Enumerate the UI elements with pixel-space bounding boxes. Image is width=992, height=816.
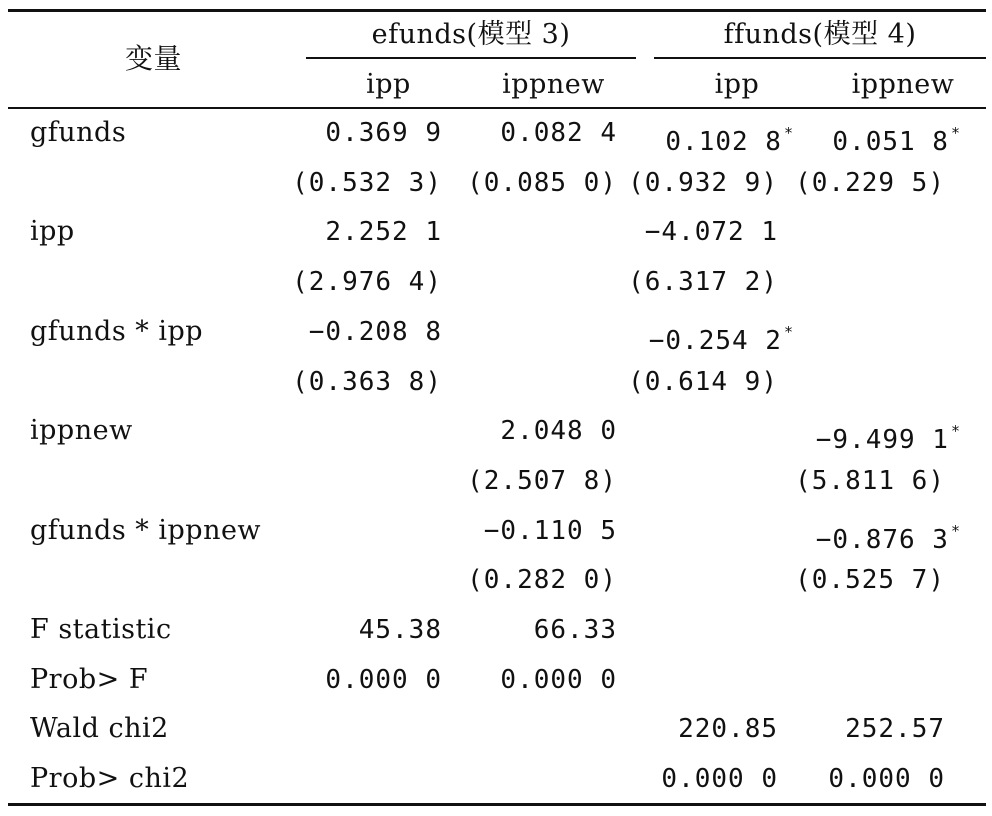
subheader-cell: ippnew — [851, 69, 955, 100]
bottom-rule — [8, 803, 986, 806]
cell-value: −0.876 3 — [815, 525, 949, 555]
row-label: F statistic — [30, 614, 172, 645]
table-cell — [678, 712, 778, 746]
subheader-cell: ipp — [714, 69, 760, 100]
cell-value: 0.051 8 — [832, 127, 949, 157]
table-cell — [628, 166, 778, 200]
table-cell — [628, 265, 778, 299]
table-cell — [325, 116, 442, 150]
significance-star: * — [950, 124, 961, 142]
row-label: Wald chi2 — [30, 713, 169, 744]
significance-star: * — [950, 522, 961, 540]
top-rule — [8, 9, 986, 12]
cell-value: 0.000 0 — [500, 665, 617, 695]
cell-value: 0.000 0 — [325, 665, 442, 695]
variable-header: 变量 — [125, 42, 183, 75]
significance-star: * — [783, 124, 794, 142]
cell-value: (6.317 2) — [628, 267, 778, 297]
cell-value: (5.811 6) — [795, 466, 945, 496]
row-label: gfunds — [30, 117, 127, 148]
table-cell — [500, 116, 617, 150]
cell-value: (0.282 0) — [467, 565, 617, 595]
subheader-cell: ippnew — [502, 69, 605, 100]
table-cell — [325, 663, 442, 697]
cell-value: (0.525 7) — [795, 565, 945, 595]
row-label: ippnew — [30, 415, 133, 446]
table-cell — [467, 464, 617, 498]
cell-value: (0.363 8) — [292, 367, 442, 397]
cell-value: (2.976 4) — [292, 267, 442, 297]
cell-value: 220.85 — [678, 714, 778, 744]
cell-value: 0.102 8 — [665, 127, 782, 157]
cell-value: (2.507 8) — [467, 466, 617, 496]
table-cell — [309, 315, 442, 349]
cell-value: 45.38 — [358, 615, 442, 645]
table-cell — [467, 166, 617, 200]
row-label: Prob> chi2 — [30, 763, 190, 794]
table-cell — [645, 215, 778, 249]
table-cell — [661, 762, 778, 796]
cell-value: −0.208 8 — [308, 317, 442, 347]
table-cell — [832, 116, 961, 159]
row-label: gfunds * ipp — [30, 316, 204, 347]
cell-value: (0.085 0) — [467, 168, 617, 198]
table-cell — [628, 365, 778, 399]
row-label: Prob> F — [30, 664, 149, 695]
cell-value: −0.110 5 — [483, 516, 617, 546]
group-rule-efunds — [306, 57, 636, 59]
table-cell — [795, 563, 945, 597]
cell-value: 252.57 — [845, 714, 945, 744]
table-cell — [292, 365, 442, 399]
group-header-ffunds: ffunds(模型 4) — [723, 19, 917, 50]
cell-value: 0.082 4 — [500, 118, 617, 148]
cell-value: 66.33 — [533, 615, 617, 645]
table-cell — [467, 563, 617, 597]
cell-value: 0.000 0 — [661, 764, 778, 794]
table-cell — [665, 116, 794, 159]
cell-value: −0.254 2 — [648, 326, 782, 356]
table-cell — [292, 166, 442, 200]
subheader-cell: ipp — [366, 69, 411, 100]
table-cell — [795, 166, 945, 200]
table-cell — [500, 663, 617, 697]
cell-value: (0.532 3) — [292, 168, 442, 198]
table-cell — [500, 414, 617, 448]
header-rule — [8, 107, 986, 109]
table-cell — [845, 712, 945, 746]
cell-value: (0.229 5) — [795, 168, 945, 198]
table-cell — [816, 414, 961, 457]
significance-star: * — [950, 422, 961, 440]
table-cell — [359, 613, 442, 647]
significance-star: * — [783, 323, 794, 341]
table-cell — [828, 762, 945, 796]
row-label: gfunds * ippnew — [30, 515, 262, 546]
cell-value: (0.614 9) — [628, 367, 778, 397]
cell-value: (0.932 9) — [628, 168, 778, 198]
table-cell — [484, 514, 617, 548]
cell-value: 2.048 0 — [500, 416, 617, 446]
table-cell — [649, 315, 794, 358]
group-header-efunds: efunds(模型 3) — [371, 19, 571, 50]
table-cell — [325, 215, 442, 249]
table-cell — [795, 464, 945, 498]
table-cell — [292, 265, 442, 299]
cell-value: 2.252 1 — [325, 217, 442, 247]
group-rule-ffunds — [654, 57, 986, 59]
table-cell — [534, 613, 617, 647]
cell-value: 0.369 9 — [325, 118, 442, 148]
cell-value: 0.000 0 — [828, 764, 945, 794]
row-label: ipp — [30, 216, 75, 247]
cell-value: −4.072 1 — [644, 217, 778, 247]
table-cell — [816, 514, 961, 557]
cell-value: −9.499 1 — [815, 425, 949, 455]
